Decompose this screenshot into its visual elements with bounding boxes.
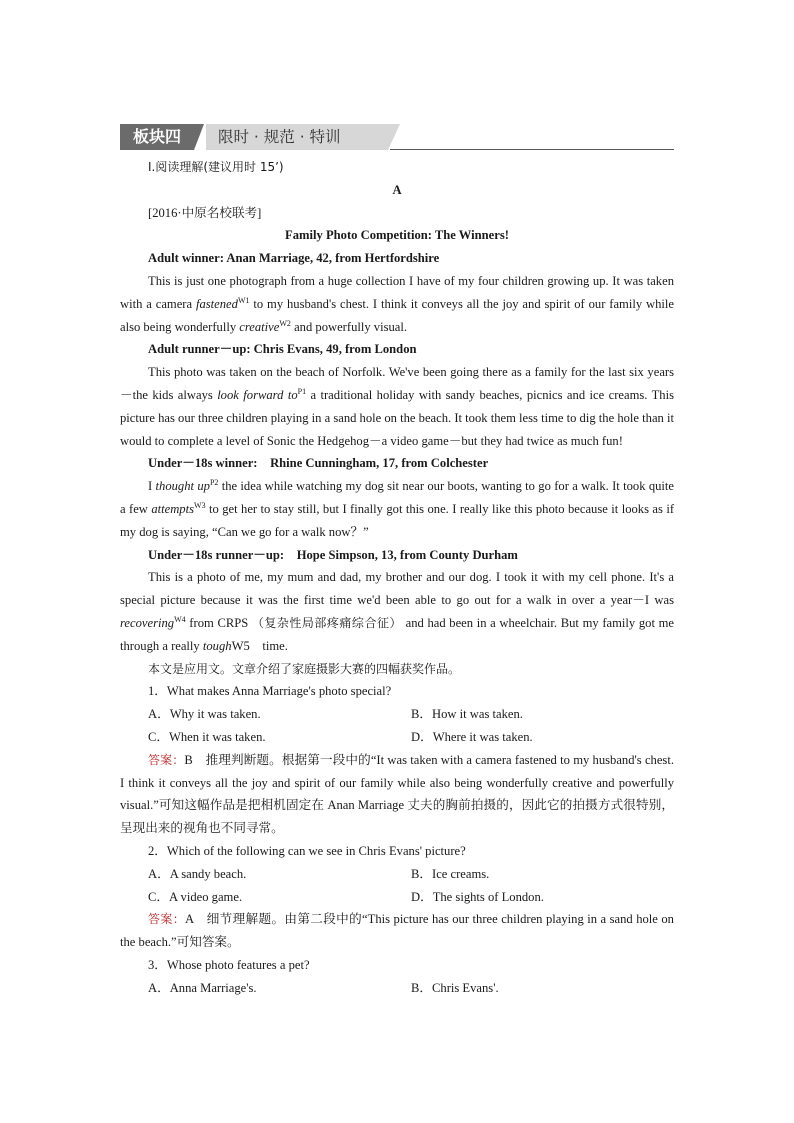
- option: D．Where it was taken.: [411, 729, 533, 744]
- chinese-gloss: （复杂性局部疼痛综合征）: [251, 615, 402, 630]
- banner-tail: [388, 124, 400, 150]
- vocab-marker: P1: [297, 386, 307, 396]
- banner-divider: [194, 124, 204, 150]
- vocab-marker: W4: [174, 614, 186, 624]
- section-banner: [120, 124, 674, 150]
- vocab-word: look forward to: [217, 387, 298, 402]
- entry-heading: Under－18s winner: Rhine Cunningham, 17, from Colchester: [148, 456, 489, 471]
- option: A．Why it was taken.: [148, 707, 261, 722]
- options-row: [120, 726, 674, 749]
- source-label: [2016·中原名校联考]: [148, 205, 262, 220]
- options-row: [120, 977, 674, 1000]
- options-row: [120, 863, 674, 886]
- question-stem: 3．Whose photo features a pet?: [148, 957, 310, 972]
- option: B．How it was taken.: [411, 707, 523, 722]
- options-row: [120, 703, 674, 726]
- vocab-word: thought up: [155, 479, 210, 494]
- entry-heading: Adult runner－up: Chris Evans, 49, from London: [148, 342, 417, 357]
- option: D．The sights of London.: [411, 889, 544, 904]
- answer-explanation: 答案：B 推理判断题。根据第一段中的“It was taken with a camera fastened to my husband's chest. I think it conveys all the joy and spirit of our family while also being wonderfully creative and powerfully visual.”可知这幅作品是把相机固定在 Anan Marriage 丈夫的胸前拍摄的，因此它的拍摄方式很特别，呈现出来的视角也不同寻常。: [120, 752, 674, 836]
- vocab-word: recovering: [120, 615, 175, 630]
- section-label: Ⅰ.阅读理解(建议用时 15’): [148, 160, 284, 174]
- options-row: [120, 886, 674, 909]
- option: A．A sandy beach.: [148, 866, 247, 881]
- part-label: A: [392, 182, 402, 197]
- option: C．A video game.: [148, 889, 243, 904]
- entry-heading: Adult winner: Anan Marriage, 42, from Hertfordshire: [148, 251, 440, 266]
- answer-label: 答案：: [148, 752, 185, 767]
- vocab-marker: P2: [209, 477, 219, 487]
- question-stem: 1．What makes Anna Marriage's photo special?: [148, 684, 392, 699]
- vocab-marker: W2: [279, 318, 291, 328]
- option: B．Chris Evans'.: [411, 980, 499, 995]
- article-title: Family Photo Competition: The Winners!: [285, 228, 509, 243]
- answer-explanation: 答案：A 细节理解题。由第二段中的“This picture has our three children playing in a sand hole on the beach.”可知答案。: [120, 912, 674, 950]
- entry-paragraph: This photo was taken on the beach of Norfolk. We've been going there as a family for the last six years－the kids always look forward $to^{P1}$ a traditional holiday with sandy beaches, picnics and ice creams. This picture has our three children playing in a sand hole on the beach. It took them less time to dig the hole than it would to complete a level of Sonic the Hedgehog－a video game－but they had twice as much fun!: [120, 365, 675, 448]
- option: C．When it was taken.: [148, 729, 266, 744]
- entry-paragraph: This is a photo of me, my mum and dad, my brother and our dog. I took it with my cell phone. It's a special picture because it was the first time we'd been able to go out for a walk in over a year－I was recovering$^{W4}$ from CRPS （复杂性局部疼痛综合征） and had been in a wheelchair. But my family got me through a really toughW5 time.: [120, 570, 674, 653]
- vocab-word: attempts: [151, 501, 195, 516]
- vocab-marker: W3: [194, 500, 206, 510]
- entry-paragraph: This is just one photograph from a huge collection I have of my four children growing up. It was taken with a camera fastened$^{W1}$ to my husband's chest. I think it conveys all the joy and spirit of our family while also being wonderfully creative$^{W2}$ and powerfully visual.: [120, 273, 674, 334]
- banner-tag: 板块四: [120, 124, 194, 150]
- answer-label: 答案：: [148, 912, 186, 927]
- vocab-word: fastened: [195, 296, 238, 311]
- entry-paragraph: I thought $up^{P2}$ the idea while watching my dog sit near our boots, wanting to go for a walk. It took quite a few attempts$^{W3}$ to get her to stay still, but I finally got this one. I really like this photo because it looks as if my dog is saying, “Can we go for a walk now？”: [120, 477, 675, 539]
- entry-heading: Under－18s runner－up: Hope Simpson, 13, from County Durham: [148, 547, 518, 562]
- banner-title: 限时 · 规范 · 特训: [206, 124, 388, 150]
- option: B．Ice creams.: [411, 866, 490, 881]
- summary-note: 本文是应用文。文章介绍了家庭摄影大赛的四幅获奖作品。: [148, 661, 461, 676]
- vocab-word: tough: [202, 638, 232, 653]
- option: A．Anna Marriage's.: [148, 980, 257, 995]
- banner-rule: [390, 149, 674, 150]
- vocab-word: creative: [239, 319, 280, 334]
- question-stem: 2．Which of the following can we see in Chris Evans' picture?: [148, 843, 466, 858]
- worksheet-page: [120, 124, 674, 999]
- vocab-marker: W1: [237, 295, 250, 305]
